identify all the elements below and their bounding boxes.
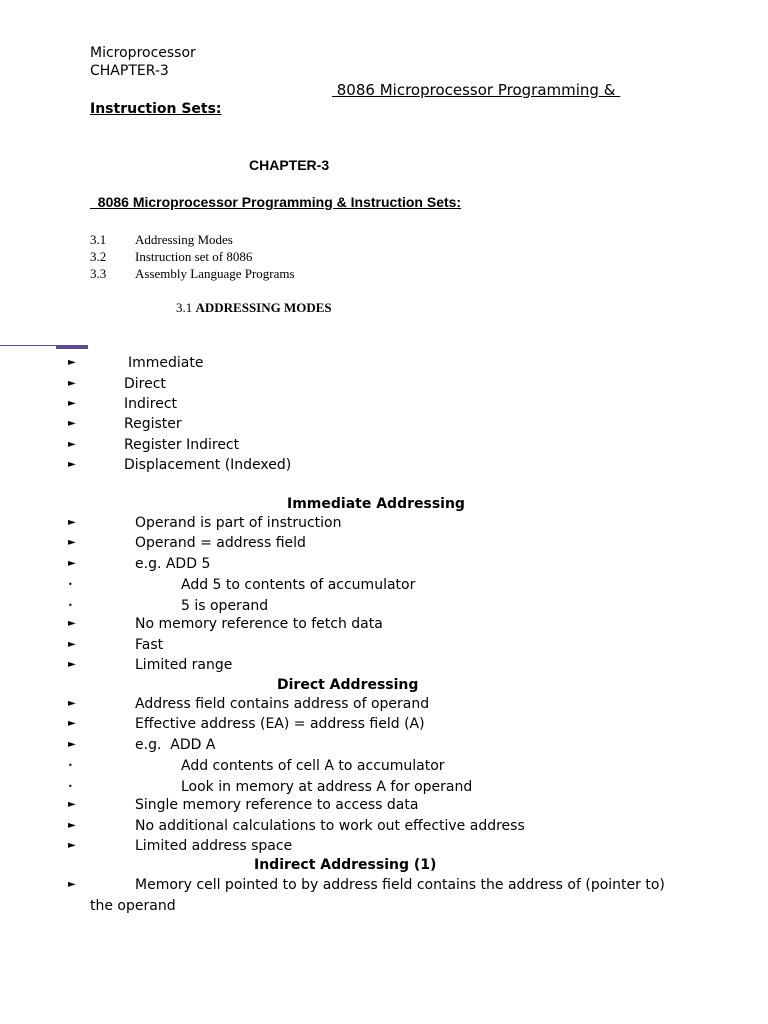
arrow-bullet-icon: ►	[68, 659, 76, 670]
dot-bullet-icon: •	[68, 601, 73, 610]
mode-item-4: Register	[124, 416, 182, 432]
arrow-bullet-icon: ►	[68, 378, 76, 389]
section-title: 3.1 ADDRESSING MODES	[176, 300, 332, 315]
divider-line	[0, 345, 56, 346]
arrow-bullet-icon: ►	[68, 459, 76, 470]
toc-label-1: Addressing Modes	[135, 232, 233, 247]
arrow-bullet-icon: ►	[68, 418, 76, 429]
direct-item-6: Limited address space	[135, 838, 293, 854]
direct-heading: Direct Addressing	[277, 677, 419, 693]
mode-item-1: Immediate	[128, 355, 204, 371]
indirect-line-1: Memory cell pointed to by address field contains the address of (pointer to)	[135, 877, 665, 893]
immediate-item-5: Fast	[135, 637, 164, 653]
immediate-item-4: No memory reference to fetch data	[135, 616, 383, 632]
arrow-bullet-icon: ►	[68, 537, 76, 548]
dot-bullet-icon: •	[68, 782, 73, 791]
arrow-bullet-icon: ►	[68, 698, 76, 709]
header-title-part-1: 8086 Microprocessor Programming &	[332, 81, 621, 99]
indirect-line-2: the operand	[90, 898, 176, 914]
divider-accent	[56, 345, 88, 349]
header-title-part-2: Instruction Sets:	[90, 101, 222, 117]
arrow-bullet-icon: ►	[68, 739, 76, 750]
direct-item-2: Effective address (EA) = address field (A)	[135, 716, 425, 732]
mode-item-5: Register Indirect	[124, 437, 240, 453]
dot-bullet-icon: •	[68, 580, 73, 589]
direct-subitem-1: Add contents of cell A to accumulator	[181, 758, 445, 774]
toc-num-1: 3.1	[90, 232, 107, 247]
arrow-bullet-icon: ►	[68, 618, 76, 629]
arrow-bullet-icon: ►	[68, 639, 76, 650]
direct-item-3: e.g. ADD A	[135, 737, 216, 753]
immediate-item-6: Limited range	[135, 657, 233, 673]
arrow-bullet-icon: ►	[68, 357, 76, 368]
toc-label-2: Instruction set of 8086	[135, 249, 253, 264]
header-line-1: Microprocessor	[90, 45, 196, 61]
immediate-subitem-2: 5 is operand	[181, 598, 269, 614]
mode-item-3: Indirect	[124, 396, 178, 412]
chapter-heading: CHAPTER-3	[249, 157, 330, 173]
immediate-item-2: Operand = address field	[135, 535, 306, 551]
immediate-item-1: Operand is part of instruction	[135, 515, 342, 531]
arrow-bullet-icon: ►	[68, 558, 76, 569]
arrow-bullet-icon: ►	[68, 517, 76, 528]
arrow-bullet-icon: ►	[68, 840, 76, 851]
direct-subitem-2: Look in memory at address A for operand	[181, 779, 473, 795]
arrow-bullet-icon: ►	[68, 718, 76, 729]
toc-label-3: Assembly Language Programs	[135, 266, 295, 281]
toc-num-2: 3.2	[90, 249, 107, 264]
immediate-item-3: e.g. ADD 5	[135, 556, 211, 572]
arrow-bullet-icon: ►	[68, 879, 76, 890]
direct-item-1: Address field contains address of operand	[135, 696, 430, 712]
header-line-2: CHAPTER-3	[90, 63, 169, 79]
arrow-bullet-icon: ►	[68, 799, 76, 810]
toc-num-3: 3.3	[90, 266, 107, 281]
arrow-bullet-icon: ►	[68, 398, 76, 409]
immediate-subitem-1: Add 5 to contents of accumulator	[181, 577, 416, 593]
arrow-bullet-icon: ►	[68, 820, 76, 831]
mode-item-2: Direct	[124, 376, 166, 392]
immediate-heading: Immediate Addressing	[287, 496, 465, 512]
indirect-heading: Indirect Addressing (1)	[254, 857, 437, 873]
arrow-bullet-icon: ►	[68, 439, 76, 450]
mode-item-6: Displacement (Indexed)	[124, 457, 292, 473]
direct-item-4: Single memory reference to access data	[135, 797, 419, 813]
direct-item-5: No additional calculations to work out effective address	[135, 818, 525, 834]
chapter-subtitle: 8086 Microprocessor Programming & Instruction Sets:	[97, 194, 462, 210]
dot-bullet-icon: •	[68, 761, 73, 770]
